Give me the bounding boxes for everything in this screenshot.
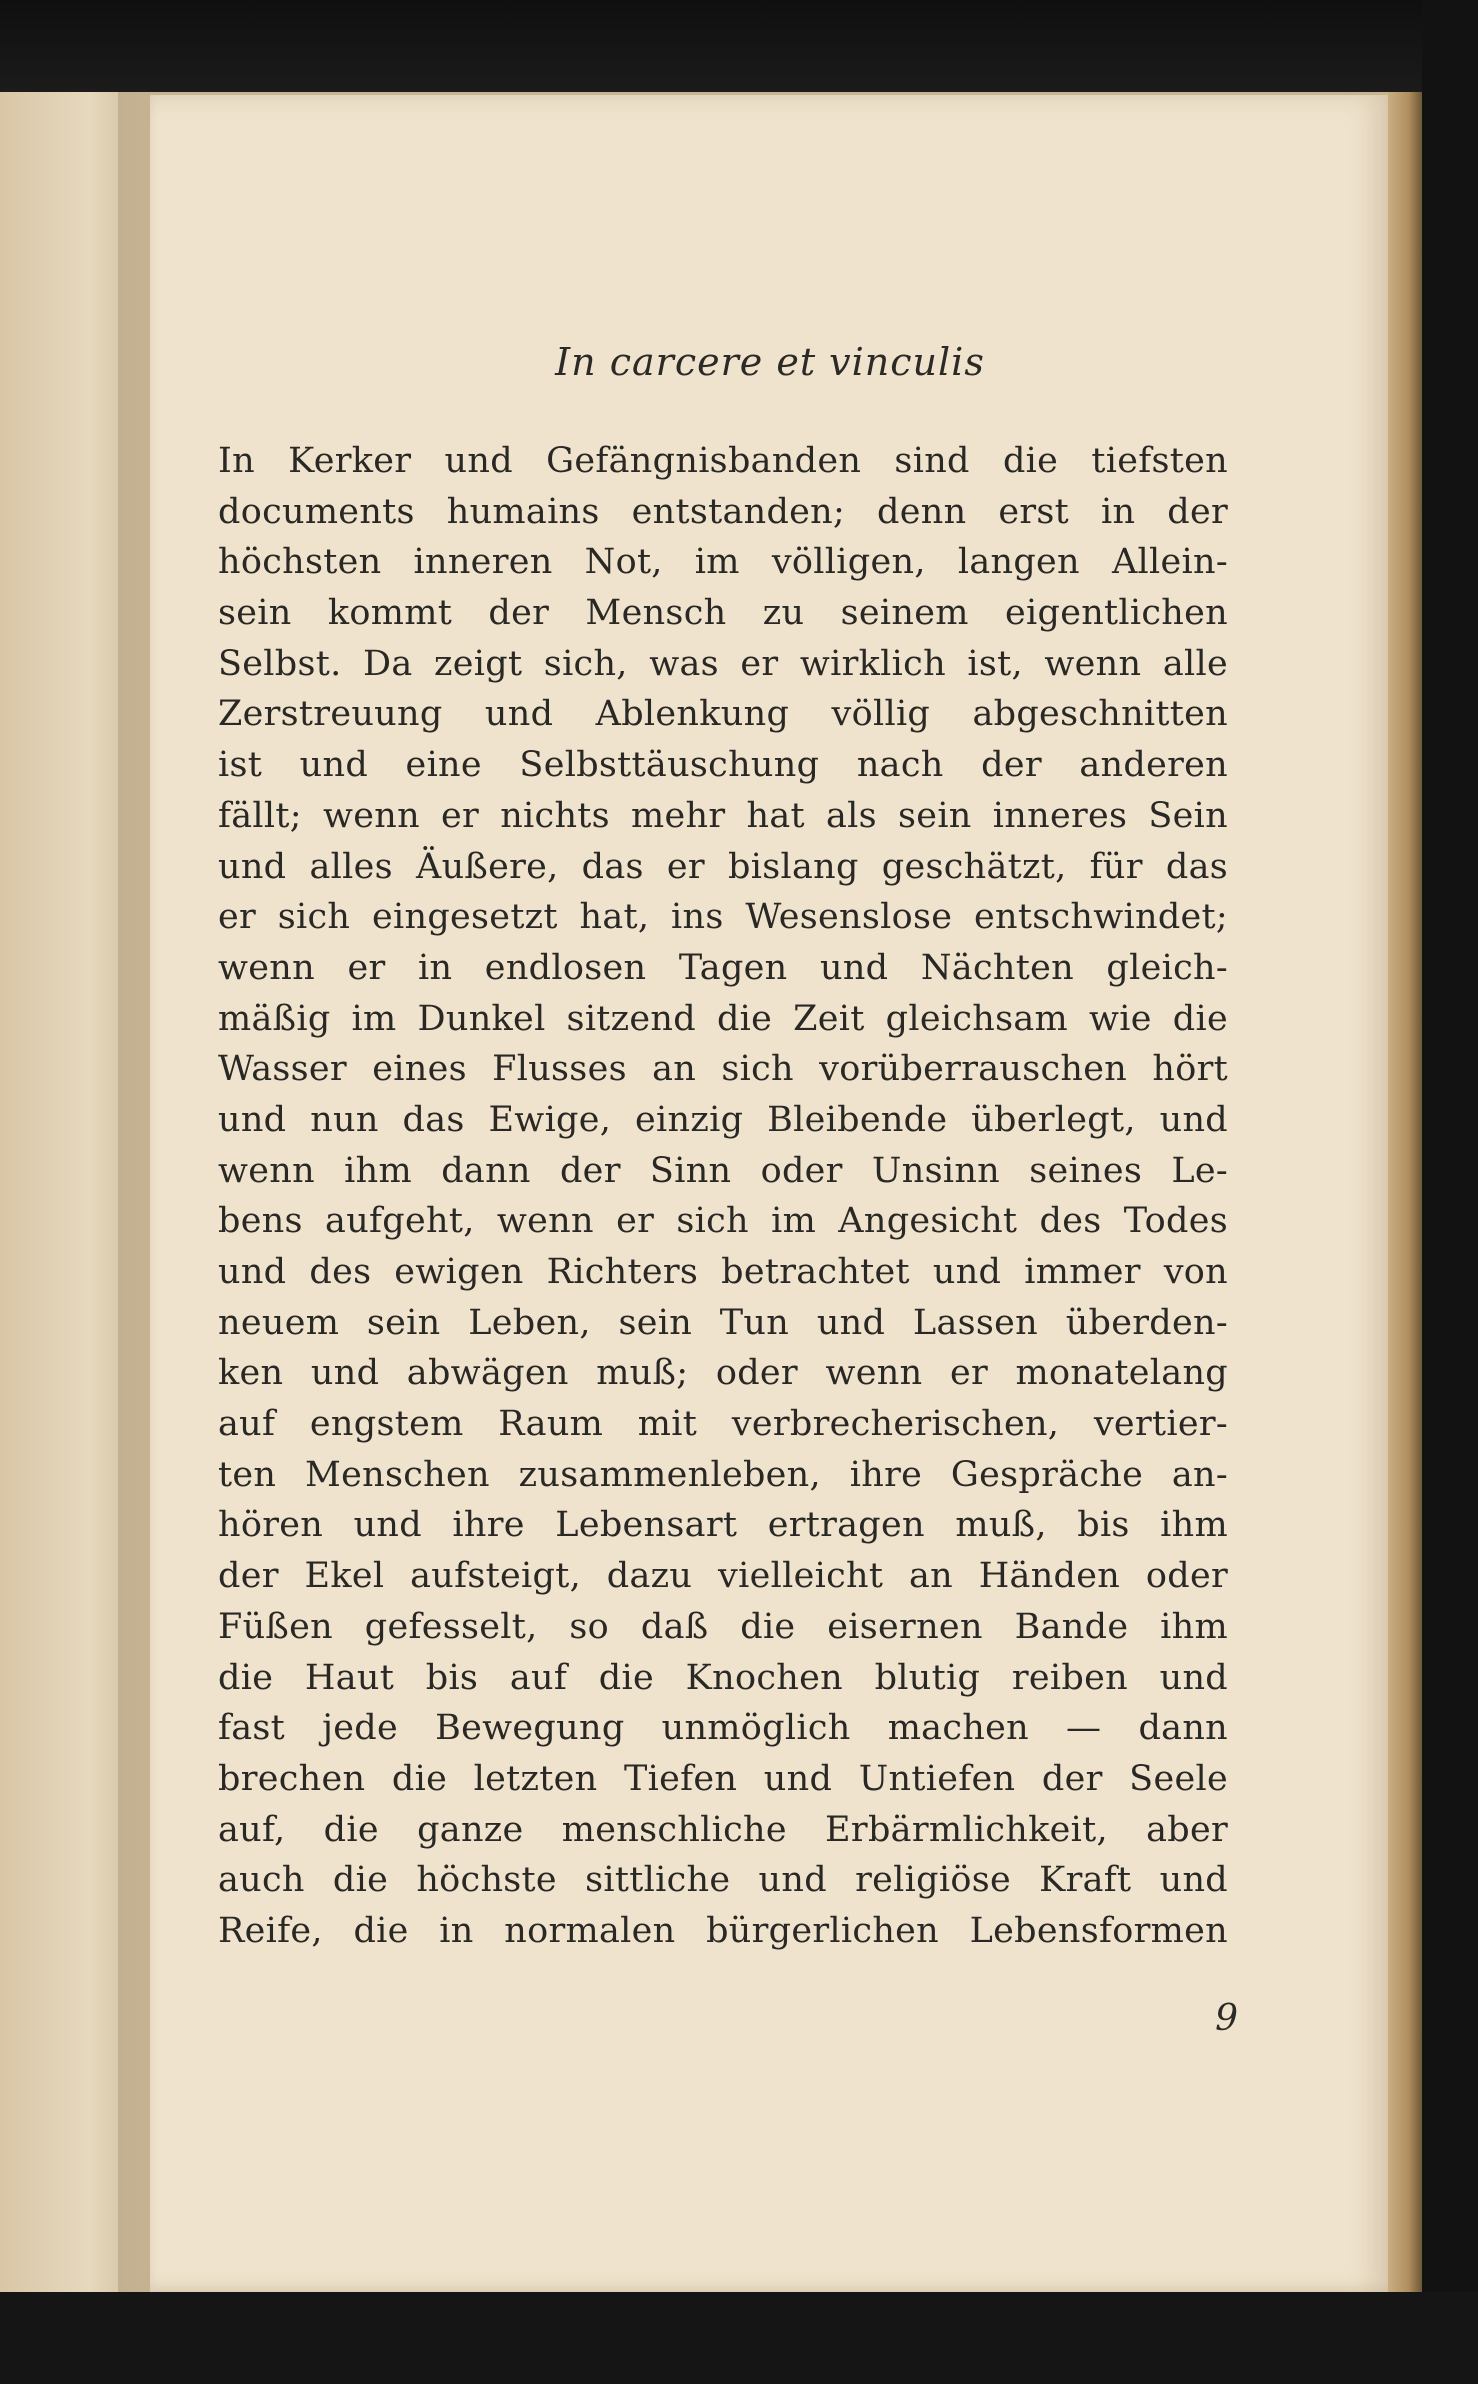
text-line: In Kerker und Gefängnisbanden sind die tiefsten [218, 441, 1228, 481]
text-line: auf engstem Raum mit verbrecherischen, vertier- [218, 1404, 1228, 1445]
text-line: mäßig im Dunkel sitzend die Zeit gleichsam wie die [218, 998, 1228, 1039]
text-line: auf, die ganze menschliche Erbärmlichkeit, aber [218, 1809, 1228, 1850]
body-text [218, 436, 1228, 1957]
text-line: Reife, die in normalen bürgerlichen Lebensformen [218, 1910, 1228, 1951]
text-line: hören und ihre Lebensart ertragen muß, bis ihm [218, 1505, 1228, 1546]
text-line: Wasser eines Flusses an sich vorüberrauschen hört [218, 1049, 1228, 1090]
text-line: Füßen gefesselt, so daß die eisernen Bande ihm [218, 1606, 1228, 1647]
text-line: auch die höchste sittliche und religiöse Kraft und [218, 1860, 1228, 1901]
text-line: höchsten inneren Not, im völligen, langen Allein- [218, 542, 1228, 583]
text-line: fast jede Bewegung unmöglich machen — dann [218, 1708, 1228, 1749]
text-line: wenn ihm dann der Sinn oder Unsinn seines Le- [218, 1150, 1228, 1191]
text-line: und nun das Ewige, einzig Bleibende überlegt, und [218, 1099, 1228, 1140]
text-line: der Ekel aufsteigt, dazu vielleicht an Händen oder [218, 1556, 1228, 1597]
text-line: neuem sein Leben, sein Tun und Lassen überden- [218, 1302, 1228, 1343]
text-line: sein kommt der Mensch zu seinem eigentlichen [218, 593, 1228, 634]
text-line: und alles Äußere, das er bislang geschätzt, für das [218, 846, 1228, 887]
text-line: die Haut bis auf die Knochen blutig reiben und [218, 1657, 1228, 1698]
background-bottom [0, 2292, 1478, 2384]
text-line: fällt; wenn er nichts mehr hat als sein inneres Sein [218, 795, 1228, 836]
text-line: bens aufgeht, wenn er sich im Angesicht des Todes [218, 1201, 1228, 1242]
text-line: ist und eine Selbsttäuschung nach der anderen [218, 745, 1228, 786]
page-number: 9 [1215, 1998, 1238, 2039]
text-line: Zerstreuung und Ablenkung völlig abgeschnitten [218, 694, 1228, 735]
background-right [1422, 0, 1478, 2384]
page-heading: In carcere et vinculis [555, 340, 985, 384]
text-line: wenn er in endlosen Tagen und Nächten gleich- [218, 947, 1228, 988]
page-fore-edge [1388, 92, 1422, 2292]
text-line: ten Menschen zusammenleben, ihre Gespräche an- [218, 1454, 1228, 1495]
text-line: ken und abwägen muß; oder wenn er monatelang [218, 1353, 1228, 1394]
text-line: Selbst. Da zeigt sich, was er wirklich ist, wenn alle [218, 643, 1228, 684]
text-line: er sich eingesetzt hat, ins Wesenslose entschwindet; [218, 897, 1228, 938]
text-line: und des ewigen Richters betrachtet und immer von [218, 1252, 1228, 1292]
background-top [0, 0, 1478, 100]
text-line: brechen die letzten Tiefen und Untiefen der Seele [218, 1758, 1228, 1799]
text-line: documents humains entstanden; denn erst in der [218, 491, 1228, 532]
